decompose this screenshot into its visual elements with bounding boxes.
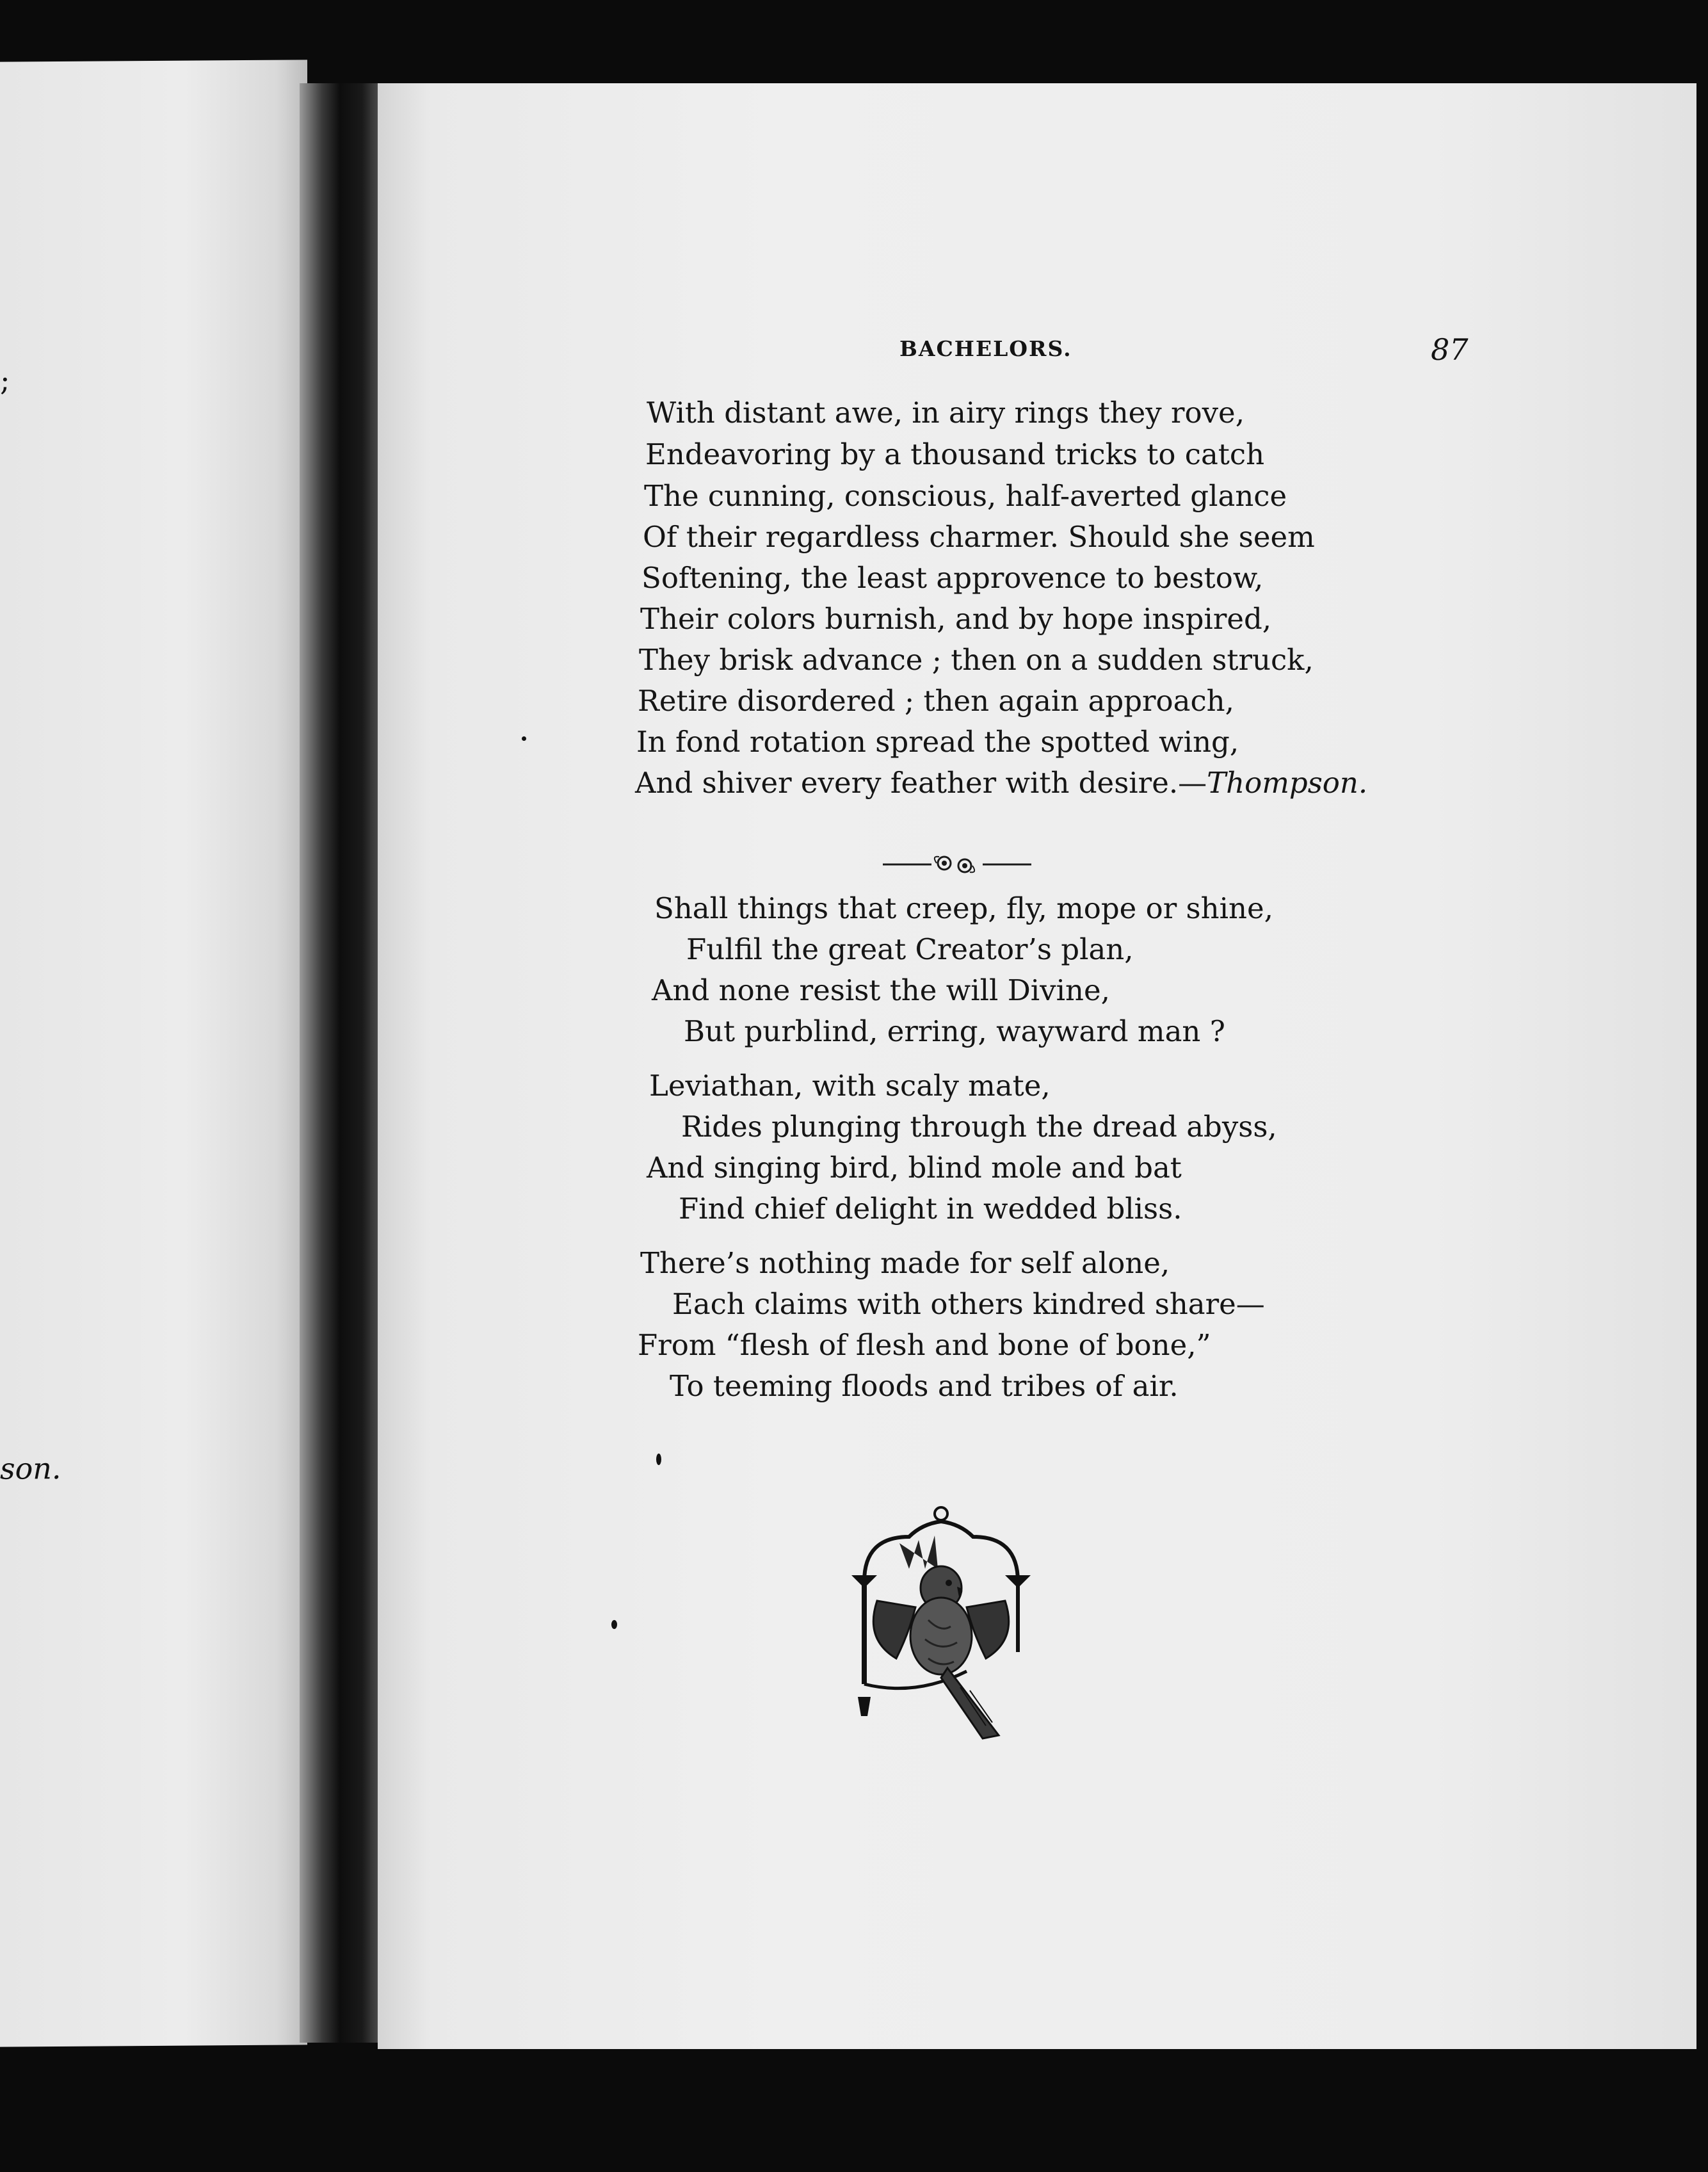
poem-line: In fond rotation spread the spotted wing, [636, 725, 1239, 759]
poem-line: Find chief delight in wedded bliss. [679, 1192, 1182, 1226]
poem-line: Shall things that creep, fly, mope or shine, [654, 891, 1273, 925]
poem-line: And singing bird, blind mole and bat [647, 1151, 1182, 1185]
poem-line: To teeming floods and tribes of air. [670, 1369, 1179, 1403]
poem-line: They brisk advance ; then on a sudden struck, [639, 643, 1314, 677]
poem-line: Endeavoring by a thousand tricks to catch [645, 437, 1265, 471]
poem-line: There’s nothing made for self alone, [640, 1246, 1170, 1280]
poem-attribution: Thompson. [1207, 766, 1368, 800]
page-number: 87 [1431, 332, 1469, 367]
scroll-divider-icon [880, 852, 1034, 877]
previous-page-edge [0, 60, 307, 2046]
poem-line: From “flesh of flesh and bone of bone,” [638, 1328, 1211, 1362]
poem-line: Their colors burnish, and by hope inspired, [640, 602, 1272, 636]
poem-line: And none resist the will Divine, [652, 973, 1110, 1007]
previous-page-attribution-fragment: son. [0, 1451, 61, 1486]
running-head: BACHELORS. [899, 336, 1072, 361]
page-header [378, 332, 1696, 375]
print-speck [611, 1620, 617, 1629]
poem-line: Softening, the least approvence to bestow, [641, 561, 1264, 595]
poem-line: Leviathan, with scaly mate, [649, 1069, 1051, 1103]
poem-line: But purblind, erring, wayward man ? [684, 1014, 1225, 1048]
poem-line: Each claims with others kindred share— [672, 1287, 1265, 1321]
poem-line: Rides plunging through the dread abyss, [681, 1110, 1277, 1144]
previous-page-semicolon: ; [0, 362, 10, 398]
poem-line [635, 766, 1368, 800]
cockatoo-vignette-icon [839, 1505, 1043, 1748]
book-gutter [300, 83, 389, 2043]
poem-line-text: And shiver every feather with desire.— [635, 766, 1207, 800]
poem-line: With distant awe, in airy rings they rove, [647, 396, 1245, 430]
poem-line: Retire disordered ; then again approach, [638, 684, 1234, 718]
print-speck [522, 736, 526, 741]
poem-line: Fulfil the great Creator’s plan, [686, 932, 1134, 966]
poem-line: The cunning, conscious, half-averted glance [644, 479, 1287, 513]
book-page [378, 83, 1696, 2049]
print-speck [656, 1454, 661, 1465]
poem-line: Of their regardless charmer. Should she seem [643, 520, 1315, 554]
